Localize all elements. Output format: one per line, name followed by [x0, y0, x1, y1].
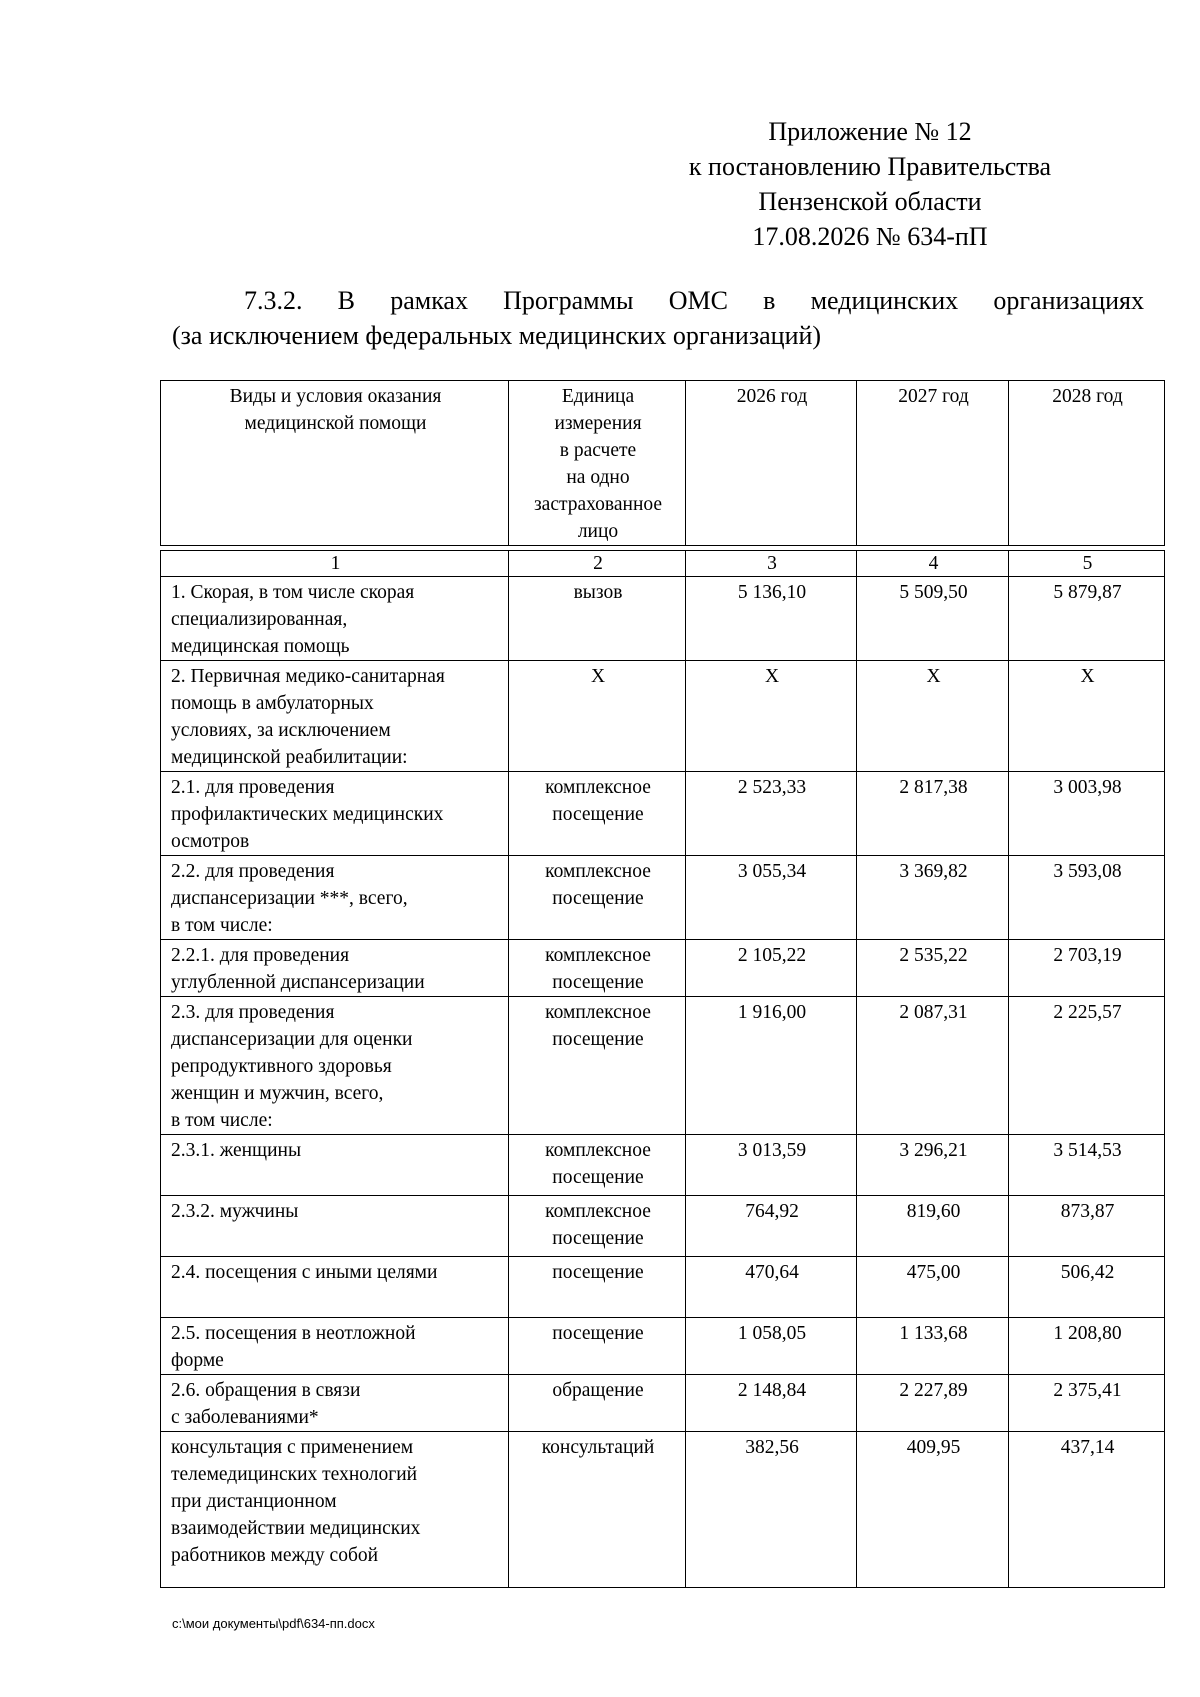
row-unit-cell: комплексное посещение — [509, 1135, 686, 1196]
row-value-2027: 819,60 — [857, 1196, 1009, 1257]
row-value-2027: 3 296,21 — [857, 1135, 1009, 1196]
annex-region: Пензенской области — [758, 187, 982, 216]
header-year-2026: 2026 год — [686, 381, 857, 546]
header-type-of-care: Виды и условия оказания медицинской помощи — [161, 381, 509, 546]
table-row — [161, 1318, 1165, 1375]
table-row — [161, 577, 1165, 661]
row-unit-cell: комплексное посещение — [509, 772, 686, 856]
table-row — [161, 1432, 1165, 1588]
row-value-2028: 506,42 — [1009, 1257, 1165, 1318]
row-value-2027: Х — [857, 661, 1009, 772]
row-value-2026: 470,64 — [686, 1257, 857, 1318]
table-row — [161, 772, 1165, 856]
row-unit-cell: комплексное посещение — [509, 856, 686, 940]
row-name-cell: 2.3.2. мужчины — [161, 1196, 509, 1257]
row-value-2028: 2 703,19 — [1009, 940, 1165, 997]
row-value-2026: 764,92 — [686, 1196, 857, 1257]
row-value-2027: 409,95 — [857, 1432, 1009, 1588]
row-value-2027: 3 369,82 — [857, 856, 1009, 940]
file-path-footer: c:\мои документы\pdf\634-пп.docx — [172, 1616, 375, 1631]
header-year-2028: 2028 год — [1009, 381, 1165, 546]
row-name-cell: консультация с применением телемедицинских технологий при дистанционном взаимодействии медицинских работников между собой — [161, 1432, 509, 1588]
column-number: 3 — [686, 551, 857, 577]
header-unit: Единица измерения в расчете на одно застрахованное лицо — [509, 381, 686, 546]
row-name-cell: 2.3.1. женщины — [161, 1135, 509, 1196]
column-number: 1 — [161, 551, 509, 577]
row-name-cell: 2.5. посещения в неотложной форме — [161, 1318, 509, 1375]
row-value-2028: Х — [1009, 661, 1165, 772]
annex-date-number: 17.08.2026 № 634-пП — [752, 222, 988, 251]
row-unit-cell: Х — [509, 661, 686, 772]
table-row — [161, 997, 1165, 1135]
row-value-2028: 5 879,87 — [1009, 577, 1165, 661]
row-value-2027: 475,00 — [857, 1257, 1009, 1318]
row-unit-cell: комплексное посещение — [509, 1196, 686, 1257]
row-value-2027: 1 133,68 — [857, 1318, 1009, 1375]
table-row — [161, 1135, 1165, 1196]
annex-reference: к постановлению Правительства — [688, 152, 1052, 181]
row-value-2028: 2 375,41 — [1009, 1375, 1165, 1432]
row-name-cell: 2. Первичная медико-санитарная помощь в амбулаторных условиях, за исключением медицинской реабилитации: — [161, 661, 509, 772]
row-name-cell: 2.2. для проведения диспансеризации ***, всего, в том числе: — [161, 856, 509, 940]
row-value-2028: 3 593,08 — [1009, 856, 1165, 940]
table-row — [161, 856, 1165, 940]
row-name-cell: 1. Скорая, в том числе скорая специализированная, медицинская помощь — [161, 577, 509, 661]
table-row — [161, 940, 1165, 997]
row-value-2026: 2 105,22 — [686, 940, 857, 997]
row-value-2028: 3 514,53 — [1009, 1135, 1165, 1196]
row-value-2027: 5 509,50 — [857, 577, 1009, 661]
row-value-2028: 3 003,98 — [1009, 772, 1165, 856]
row-value-2026: 3 055,34 — [686, 856, 857, 940]
table-row — [161, 1196, 1165, 1257]
header-year-2027: 2027 год — [857, 381, 1009, 546]
row-unit-cell: посещение — [509, 1318, 686, 1375]
annex-number: Приложение № 12 — [768, 117, 972, 146]
row-value-2026: 1 058,05 — [686, 1318, 857, 1375]
row-value-2028: 1 208,80 — [1009, 1318, 1165, 1375]
row-value-2027: 2 535,22 — [857, 940, 1009, 997]
row-name-cell: 2.4. посещения с иными целями — [161, 1257, 509, 1318]
row-value-2027: 2 087,31 — [857, 997, 1009, 1135]
row-value-2028: 437,14 — [1009, 1432, 1165, 1588]
row-value-2026: 1 916,00 — [686, 997, 857, 1135]
row-value-2026: 3 013,59 — [686, 1135, 857, 1196]
row-value-2028: 873,87 — [1009, 1196, 1165, 1257]
row-unit-cell: комплексное посещение — [509, 997, 686, 1135]
row-value-2028: 2 225,57 — [1009, 997, 1165, 1135]
annex-block — [660, 114, 1080, 254]
section-intro — [172, 283, 1144, 353]
row-name-cell: 2.1. для проведения профилактических медицинских осмотров — [161, 772, 509, 856]
row-value-2027: 2 227,89 — [857, 1375, 1009, 1432]
row-name-cell: 2.2.1. для проведения углубленной диспансеризации — [161, 940, 509, 997]
column-number: 2 — [509, 551, 686, 577]
intro-line-1: 7.3.2. В рамках Программы ОМС в медицинских организациях — [244, 286, 1144, 315]
row-value-2026: 2 148,84 — [686, 1375, 857, 1432]
row-value-2026: 2 523,33 — [686, 772, 857, 856]
table-row — [161, 661, 1165, 772]
column-number: 4 — [857, 551, 1009, 577]
row-unit-cell: посещение — [509, 1257, 686, 1318]
row-name-cell: 2.6. обращения в связи с заболеваниями* — [161, 1375, 509, 1432]
row-value-2026: 382,56 — [686, 1432, 857, 1588]
row-unit-cell: комплексное посещение — [509, 940, 686, 997]
intro-line-2: (за исключением федеральных медицинских организаций) — [172, 321, 822, 350]
column-number-row — [161, 551, 1165, 577]
column-number: 5 — [1009, 551, 1165, 577]
table-body — [160, 550, 1165, 1588]
table-row — [161, 1375, 1165, 1432]
table-row — [161, 1257, 1165, 1318]
row-value-2027: 2 817,38 — [857, 772, 1009, 856]
table-header — [160, 380, 1165, 546]
row-unit-cell: обращение — [509, 1375, 686, 1432]
row-name-cell: 2.3. для проведения диспансеризации для оценки репродуктивного здоровья женщин и мужчин, всего, в том числе: — [161, 997, 509, 1135]
row-value-2026: Х — [686, 661, 857, 772]
row-unit-cell: консультаций — [509, 1432, 686, 1588]
row-value-2026: 5 136,10 — [686, 577, 857, 661]
row-unit-cell: вызов — [509, 577, 686, 661]
